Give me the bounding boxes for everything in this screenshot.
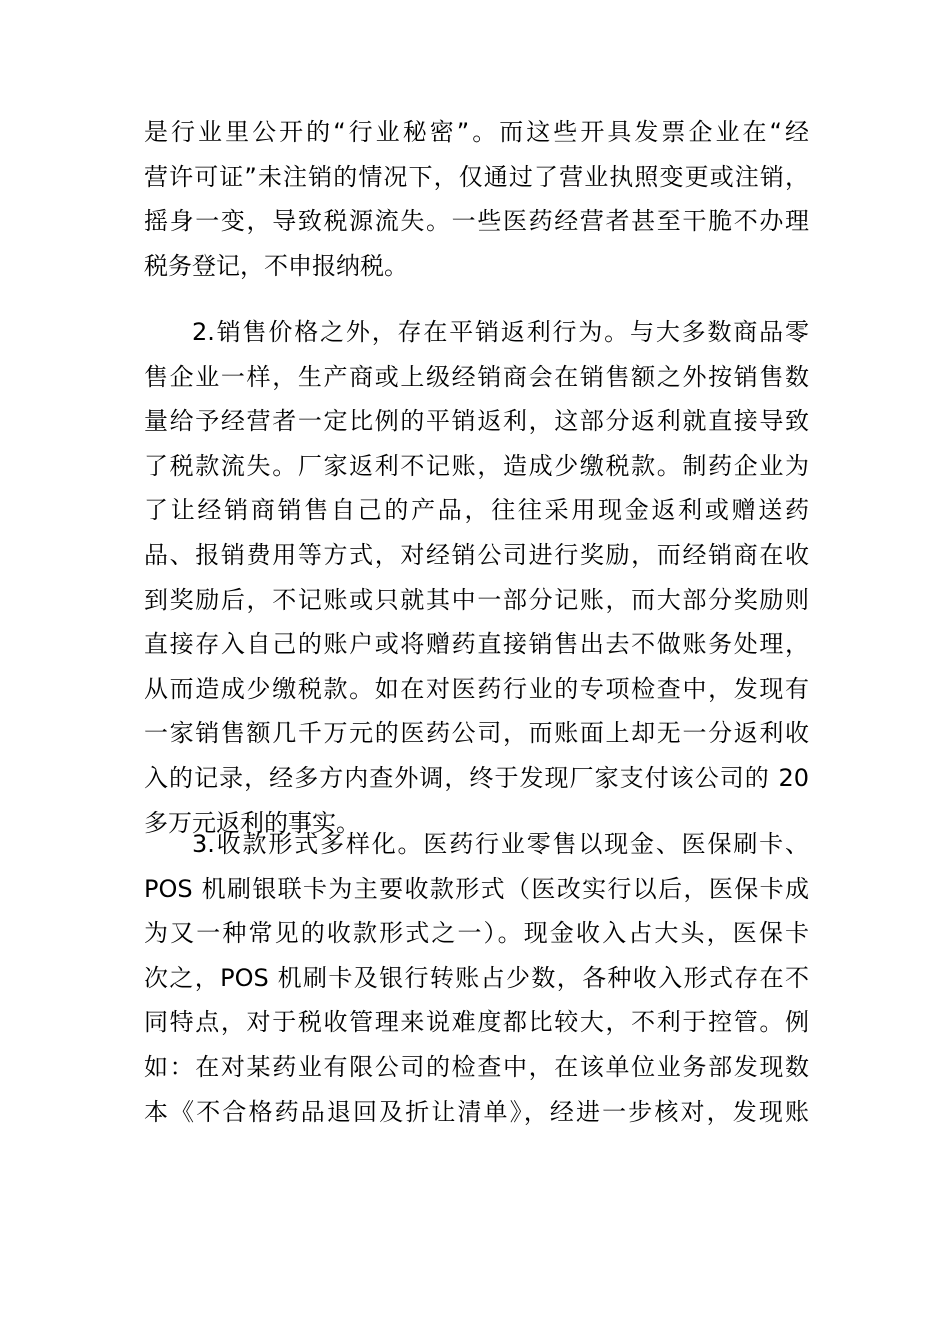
text-line: 量给予经营者一定比例的平销返利，这部分返利就直接导致	[144, 407, 809, 436]
text-line: 到奖励后，不记账或只就其中一部分记账，而大部分奖励则	[144, 585, 809, 614]
text-line: 营许可证”未注销的情况下，仅通过了营业执照变更或注销，	[144, 162, 809, 191]
text-line: 一家销售额几千万元的医药公司，而账面上却无一分返利收	[144, 719, 809, 748]
text-line: 次之，POS 机刷卡及银行转账占少数，各种收入形式存在不	[144, 963, 809, 992]
paragraph-continuation	[144, 110, 809, 288]
text-line: 多万元返利的事实。	[144, 808, 360, 837]
text-line: 是行业里公开的“行业秘密”。而这些开具发票企业在“经	[144, 118, 809, 146]
text-line: 2.销售价格之外，存在平销返利行为。与大多数商品零	[192, 318, 809, 346]
text-line: POS 机刷银联卡为主要收款形式（医改实行以后，医保卡成	[144, 874, 809, 903]
text-line: 税务登记，不申报纳税。	[144, 251, 408, 280]
text-line: 如：在对某药业有限公司的检查中，在该单位业务部发现数	[144, 1052, 809, 1081]
paragraph-rebate	[144, 310, 809, 845]
text-line: 直接存入自己的账户或将赠药直接销售出去不做账务处理，	[144, 630, 809, 659]
text-line: 从而造成少缴税款。如在对医药行业的专项检查中，发现有	[144, 674, 809, 703]
text-line: 售企业一样，生产商或上级经销商会在销售额之外按销售数	[144, 362, 809, 391]
paragraph-payment-forms	[144, 822, 809, 1134]
text-line: 品、报销费用等方式，对经销公司进行奖励，而经销商在收	[144, 540, 809, 569]
text-line: 为又一种常见的收款形式之一）。现金收入占大头，医保卡	[144, 919, 809, 948]
text-line: 了税款流失。厂家返利不记账，造成少缴税款。制药企业为	[144, 451, 809, 480]
text-line: 了让经销商销售自己的产品，往往采用现金返利或赠送药	[144, 496, 809, 525]
text-line: 摇身一变，导致税源流失。一些医药经营者甚至干脆不办理	[144, 207, 809, 236]
text-line: 入的记录，经多方内查外调，终于发现厂家支付该公司的 20	[144, 763, 809, 792]
text-line: 本《不合格药品退回及折让清单》，经进一步核对，发现账	[144, 1097, 809, 1126]
text-line: 3.收款形式多样化。医药行业零售以现金、医保刷卡、	[192, 830, 809, 858]
text-line: 同特点，对于税收管理来说难度都比较大，不利于控管。例	[144, 1008, 809, 1037]
